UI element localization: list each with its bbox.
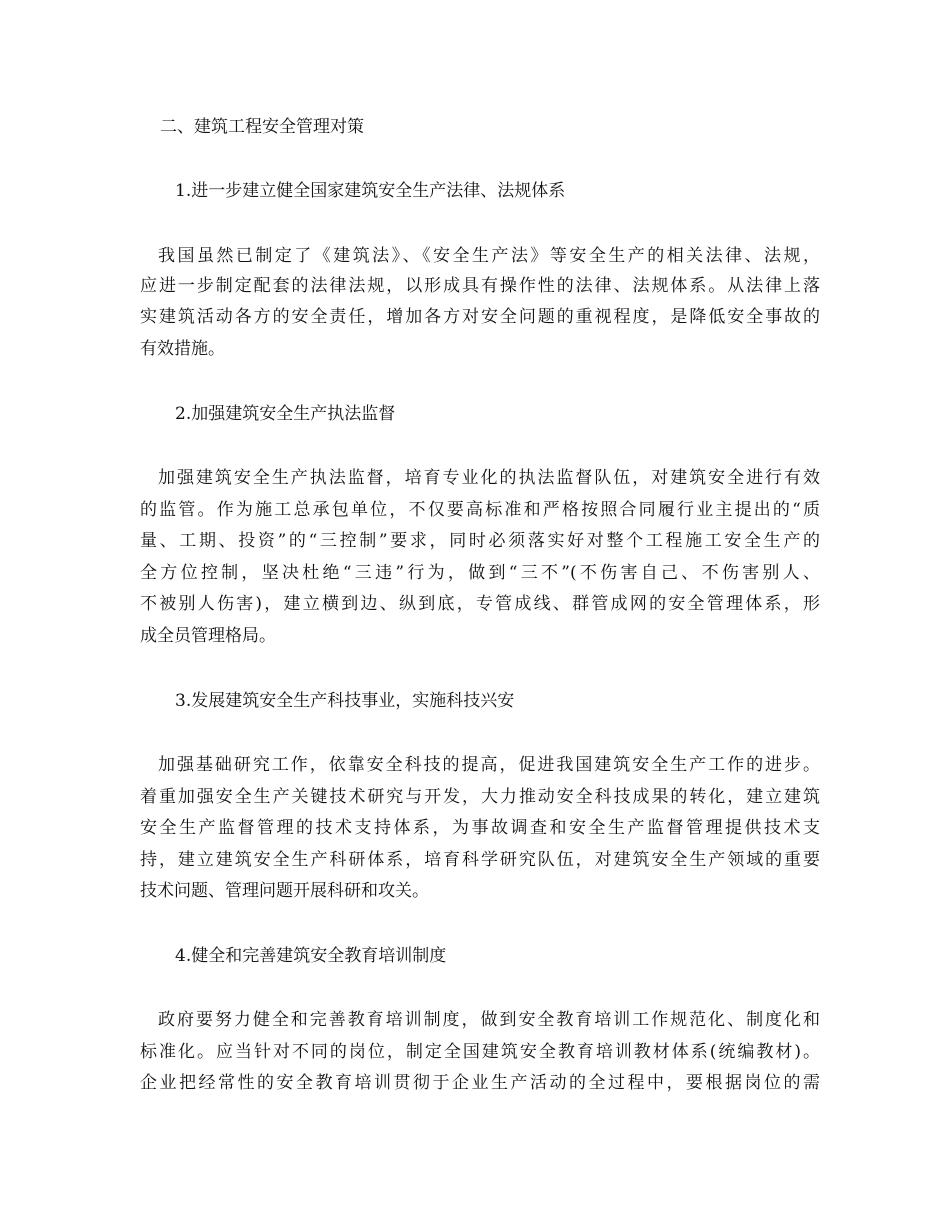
- paragraph-line: 我国虽然已制定了《建筑法》、《安全生产法》等安全生产的相关法律、法规，: [158, 246, 820, 266]
- paragraph-line: 持，建立建筑安全生产科研体系，培育科学研究队伍，对建筑安全生产领域的重要: [140, 850, 820, 870]
- paragraph-line: 安全生产监督管理的技术支持体系，为事故调查和安全生产监督管理提供技术支: [140, 818, 820, 838]
- paragraph-line: 有效措施。: [140, 339, 225, 359]
- subsection-heading-3: 3.发展建筑安全生产科技事业，实施科技兴安: [175, 691, 515, 711]
- paragraph-line: 成全员管理格局。: [140, 626, 276, 646]
- paragraph-line: 加强基础研究工作，依靠安全科技的提高，促进我国建筑安全生产工作的进步。: [158, 755, 820, 775]
- section-title: 二、建筑工程安全管理对策: [160, 117, 364, 137]
- paragraph-line: 着重加强安全生产关键技术研究与开发，大力推动安全科技成果的转化，建立建筑: [140, 787, 820, 807]
- paragraph-line: 不被别人伤害)，建立横到边、纵到底，专管成线、群管成网的安全管理体系，形: [140, 594, 820, 614]
- paragraph-line: 的监管。作为施工总承包单位，不仅要高标准和严格按照合同履行业主提出的“质: [140, 500, 820, 520]
- paragraph-line: 量、工期、投资”的“三控制”要求，同时必须落实好对整个工程施工安全生产的: [140, 531, 820, 551]
- paragraph-line: 全方位控制，坚决杜绝“三违”行为，做到“三不”(不伤害自己、不伤害别人、: [140, 563, 820, 583]
- paragraph-line: 加强建筑安全生产执法监督，培育专业化的执法监督队伍，对建筑安全进行有效: [158, 468, 820, 488]
- subsection-heading-1: 1.进一步建立健全国家建筑安全生产法律、法规体系: [175, 181, 566, 201]
- paragraph-line: 应进一步制定配套的法律法规，以形成具有操作性的法律、法规体系。从法律上落: [140, 276, 820, 296]
- paragraph-line: 实建筑活动各方的安全责任，增加各方对安全问题的重视程度，是降低安全事故的: [140, 307, 820, 327]
- paragraph-line: 政府要努力健全和完善教育培训制度，做到安全教育培训工作规范化、制度化和: [158, 1010, 820, 1030]
- paragraph-line: 标准化。应当针对不同的岗位，制定全国建筑安全教育培训教材体系(统编教材)。: [140, 1042, 820, 1062]
- subsection-heading-4: 4.健全和完善建筑安全教育培训制度: [175, 946, 447, 966]
- subsection-heading-2: 2.加强建筑安全生产执法监督: [175, 404, 396, 424]
- paragraph-line: 技术问题、管理问题开展科研和攻关。: [140, 881, 429, 901]
- paragraph-line: 企业把经常性的安全教育培训贯彻于企业生产活动的全过程中，要根据岗位的需: [140, 1073, 820, 1093]
